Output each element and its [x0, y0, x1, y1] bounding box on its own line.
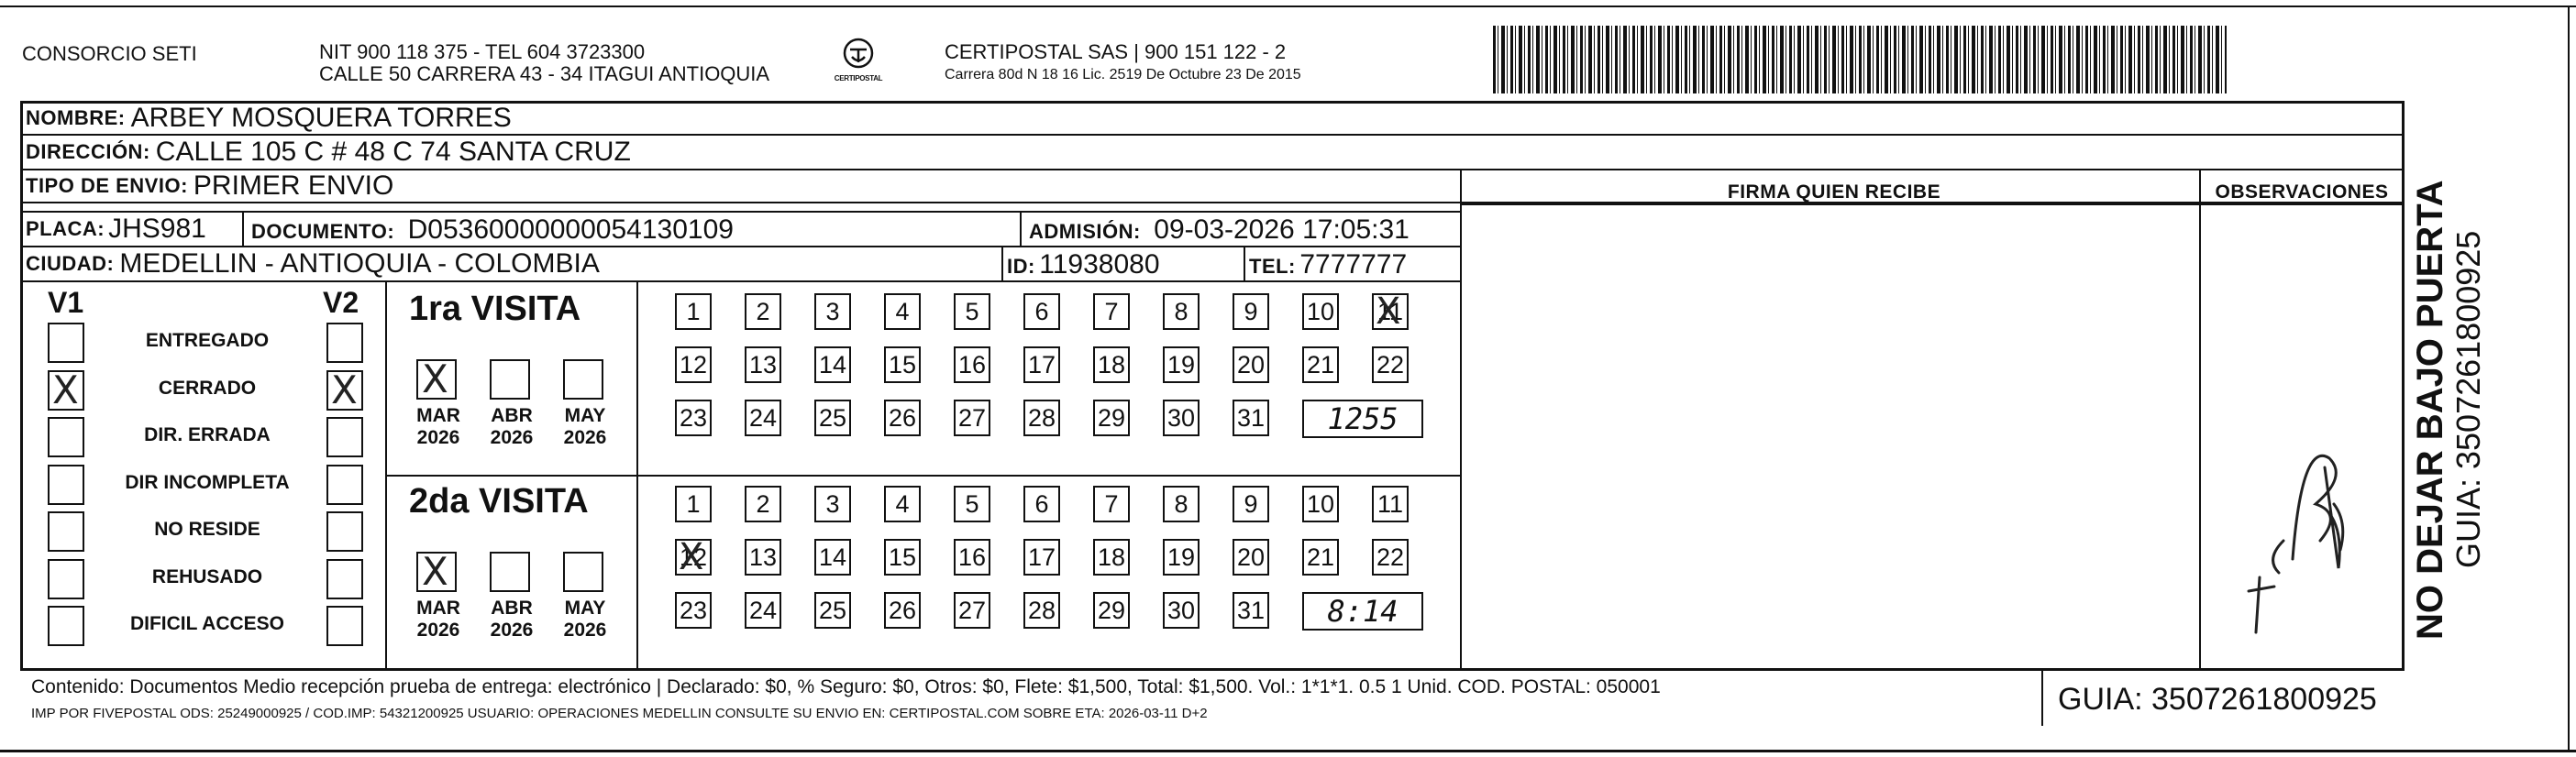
day-box-6[interactable]: 6	[1023, 293, 1060, 330]
documento-value: D05360000000054130109	[407, 214, 734, 245]
ciudad-label: CIUDAD:	[26, 252, 115, 275]
day-box-5[interactable]: 5	[954, 486, 990, 522]
v2-checkbox[interactable]	[326, 511, 363, 552]
visit-split	[385, 475, 1460, 477]
v1-checkbox[interactable]	[48, 606, 84, 646]
tipo-value: PRIMER ENVIO	[193, 170, 394, 201]
day-box-16[interactable]: 16	[954, 539, 990, 576]
day-box-31[interactable]: 31	[1233, 592, 1269, 629]
day-box-18[interactable]: 18	[1093, 539, 1130, 576]
day-box-28[interactable]: 28	[1023, 400, 1060, 436]
day-box-30[interactable]: 30	[1163, 400, 1200, 436]
certipostal-logo: CERTIPOSTAL	[829, 37, 888, 95]
recipient-signature	[2238, 403, 2357, 642]
tel-divider	[1244, 247, 1245, 282]
year-label: 2026	[416, 620, 460, 641]
day-box-23[interactable]: 23	[675, 400, 712, 436]
nombre-label: NOMBRE:	[26, 106, 126, 129]
day-box-2[interactable]: 2	[745, 293, 781, 330]
v2-checkbox[interactable]	[326, 559, 363, 599]
direccion-value: CALLE 105 C # 48 C 74 SANTA CRUZ	[155, 137, 631, 167]
documento-cell	[251, 214, 734, 246]
day-box-11[interactable]: 11	[1372, 486, 1409, 522]
status-label: REHUSADO	[151, 566, 263, 587]
observaciones-header: OBSERVACIONES	[2215, 181, 2389, 203]
v2-header: V2	[323, 286, 359, 319]
day-box-12[interactable]: 12	[675, 346, 712, 383]
day-box-7[interactable]: 7	[1093, 293, 1130, 330]
nombre-row	[22, 103, 2403, 136]
day-box-11[interactable]: 11 X	[1372, 293, 1409, 330]
month-checkbox[interactable]	[490, 552, 530, 592]
month-checkbox[interactable]	[563, 552, 603, 592]
id-cell	[1007, 249, 1160, 280]
tipo-label: TIPO DE ENVIO:	[26, 174, 188, 197]
tel-value: 7777777	[1299, 249, 1408, 280]
status-label: DIR INCOMPLETA	[125, 472, 290, 493]
day-box-25[interactable]: 25	[814, 400, 851, 436]
day-box-7[interactable]: 7	[1093, 486, 1130, 522]
month-label: MAY	[564, 405, 606, 426]
firma-left-divider	[1460, 170, 1462, 669]
top-rule	[0, 5, 2576, 7]
admision-label: ADMISIÓN:	[1029, 220, 1141, 243]
month-label: MAR	[416, 405, 460, 426]
documento-label: DOCUMENTO:	[251, 220, 395, 243]
day-box-26[interactable]: 26	[884, 400, 921, 436]
admision-value: 09-03-2026 17:05:31	[1154, 214, 1410, 245]
month-label: MAY	[564, 598, 606, 619]
status-label: NO RESIDE	[154, 519, 260, 540]
day-box-10[interactable]: 10	[1302, 293, 1339, 330]
day-box-9[interactable]: 9	[1233, 486, 1269, 522]
day-box-15[interactable]: 15	[884, 346, 921, 383]
placa-divider	[242, 211, 244, 247]
day-box-17[interactable]: 17	[1023, 346, 1060, 383]
address-line: CALLE 50 CARRERA 43 - 34 ITAGUI ANTIOQUIA	[319, 62, 770, 85]
no-dejar-bajo-puerta: NO DEJAR BAJO PUERTA	[2410, 180, 2450, 640]
month-checkbox[interactable]	[416, 359, 457, 400]
footer-guia-divider	[2041, 669, 2043, 726]
day-box-20[interactable]: 20	[1233, 346, 1269, 383]
day-box-15[interactable]: 15	[884, 539, 921, 576]
day-box-24[interactable]: 24	[745, 592, 781, 629]
day-box-8[interactable]: 8	[1163, 293, 1200, 330]
day-box-29[interactable]: 29	[1093, 592, 1130, 629]
day-box-21[interactable]: 21	[1302, 539, 1339, 576]
v2-checkbox[interactable]	[326, 370, 363, 411]
day-box-1[interactable]: 1	[675, 293, 712, 330]
day-box-17[interactable]: 17	[1023, 539, 1060, 576]
day-box-27[interactable]: 27	[954, 592, 990, 629]
visit-title: 2da VISITA	[409, 482, 589, 521]
year-label: 2026	[490, 620, 534, 641]
bottom-rule	[0, 750, 2576, 752]
visit-time[interactable]: 8:14	[1302, 592, 1423, 631]
day-box-8[interactable]: 8	[1163, 486, 1200, 522]
v1-checkbox[interactable]	[48, 511, 84, 552]
day-box-13[interactable]: 13	[745, 539, 781, 576]
v2-checkbox[interactable]	[326, 417, 363, 457]
year-label: 2026	[563, 427, 607, 448]
firma-header: FIRMA QUIEN RECIBE	[1727, 181, 1941, 203]
v2-checkbox[interactable]	[326, 606, 363, 646]
v1-checkbox[interactable]	[48, 370, 84, 411]
id-label: ID:	[1007, 255, 1035, 278]
day-box-4[interactable]: 4	[884, 293, 921, 330]
certipostal-line: CERTIPOSTAL SAS | 900 151 122 - 2	[945, 40, 1287, 63]
month-checkbox[interactable]	[416, 552, 457, 592]
day-box-29[interactable]: 29	[1093, 400, 1130, 436]
day-box-31[interactable]: 31	[1233, 400, 1269, 436]
logo-icon	[840, 37, 877, 70]
direccion-row	[22, 136, 2403, 170]
v1-checkbox[interactable]	[48, 323, 84, 363]
id-divider	[1001, 247, 1003, 282]
status-label: DIFICIL ACCESO	[129, 613, 284, 634]
day-box-12[interactable]: 12 X	[675, 539, 712, 576]
visit-title: 1ra VISITA	[409, 290, 581, 328]
ciudad-value: MEDELLIN - ANTIOQUIA - COLOMBIA	[119, 248, 600, 279]
day-box-4[interactable]: 4	[884, 486, 921, 522]
direccion-label: DIRECCIÓN:	[26, 140, 150, 163]
right-header-rule	[1460, 203, 2403, 205]
footer-line2: IMP POR FIVEPOSTAL ODS: 25249000925 / COD.IMP: 54321200925 USUARIO: OPERACIONES MEDELLIN CONSULTE SU ENVIO EN: CERTIPOSTAL.COM SOBRE ETA: 2026-03-11 D+2	[31, 706, 1208, 721]
admision-divider	[1020, 211, 1022, 247]
v2-checkbox[interactable]	[326, 323, 363, 363]
month-checkbox[interactable]	[563, 359, 603, 400]
day-box-23[interactable]: 23	[675, 592, 712, 629]
day-box-10[interactable]: 10	[1302, 486, 1339, 522]
footer-rule	[22, 669, 2403, 671]
visit-time[interactable]: 1255	[1302, 400, 1423, 438]
v2-checkbox[interactable]	[326, 465, 363, 505]
day-box-9[interactable]: 9	[1233, 293, 1269, 330]
day-box-22[interactable]: 22	[1372, 539, 1409, 576]
year-label: 2026	[563, 620, 607, 641]
v1-checkbox[interactable]	[48, 417, 84, 457]
day-box-27[interactable]: 27	[954, 400, 990, 436]
nit-line: NIT 900 118 375 - TEL 604 3723300	[319, 40, 646, 63]
day-box-13[interactable]: 13	[745, 346, 781, 383]
month-label: ABR	[491, 405, 533, 426]
observaciones-divider	[2199, 170, 2201, 669]
status-label: DIR. ERRADA	[144, 424, 271, 445]
day-box-19[interactable]: 19	[1163, 346, 1200, 383]
day-box-22[interactable]: 22	[1372, 346, 1409, 383]
id-value: 11938080	[1039, 249, 1160, 280]
day-box-19[interactable]: 19	[1163, 539, 1200, 576]
footer-guia: GUIA: 3507261800925	[2058, 682, 2377, 717]
placa-value: JHS981	[108, 214, 206, 244]
admision-cell	[1029, 214, 1410, 246]
day-box-16[interactable]: 16	[954, 346, 990, 383]
day-box-2[interactable]: 2	[745, 486, 781, 522]
nombre-value: ARBEY MOSQUERA TORRES	[130, 103, 512, 133]
barcode	[1493, 26, 2227, 93]
month-label: ABR	[491, 598, 533, 619]
tel-label: TEL:	[1249, 255, 1296, 278]
v1-header: V1	[48, 286, 84, 319]
side-guia: GUIA: 3507261800925	[2449, 230, 2487, 568]
license-line: Carrera 80d N 18 16 Lic. 2519 De Octubre 23 De 2015	[945, 67, 1301, 82]
day-box-3[interactable]: 3	[814, 486, 851, 522]
day-box-28[interactable]: 28	[1023, 592, 1060, 629]
status-label: CERRADO	[158, 378, 257, 399]
company-name: CONSORCIO SETI	[22, 42, 197, 65]
day-box-1[interactable]: 1	[675, 486, 712, 522]
tel-cell	[1249, 249, 1407, 280]
month-checkbox[interactable]	[490, 359, 530, 400]
signature-scribble	[2238, 403, 2357, 642]
day-box-6[interactable]: 6	[1023, 486, 1060, 522]
day-box-3[interactable]: 3	[814, 293, 851, 330]
day-box-26[interactable]: 26	[884, 592, 921, 629]
year-label: 2026	[416, 427, 460, 448]
year-label: 2026	[490, 427, 534, 448]
day-box-20[interactable]: 20	[1233, 539, 1269, 576]
day-box-5[interactable]: 5	[954, 293, 990, 330]
right-edge-rule	[2568, 5, 2570, 750]
day-box-25[interactable]: 25	[814, 592, 851, 629]
day-box-14[interactable]: 14	[814, 346, 851, 383]
day-box-18[interactable]: 18	[1093, 346, 1130, 383]
month-label: MAR	[416, 598, 460, 619]
v1-checkbox[interactable]	[48, 559, 84, 599]
day-box-21[interactable]: 21	[1302, 346, 1339, 383]
day-box-14[interactable]: 14	[814, 539, 851, 576]
day-box-30[interactable]: 30	[1163, 592, 1200, 629]
footer-line1: Contenido: Documentos Medio recepción prueba de entrega: electrónico | Declarado: $0, % Seguro: $0, Otros: $0, Flete: $1,500, Total: $1,500. Vol.: 1*1*1. 0.5 1 Unid. COD. POSTAL: 050001	[31, 676, 1661, 697]
placa-label: PLACA:	[26, 217, 105, 240]
day-box-24[interactable]: 24	[745, 400, 781, 436]
v1-checkbox[interactable]	[48, 465, 84, 505]
status-label: ENTREGADO	[145, 330, 270, 351]
